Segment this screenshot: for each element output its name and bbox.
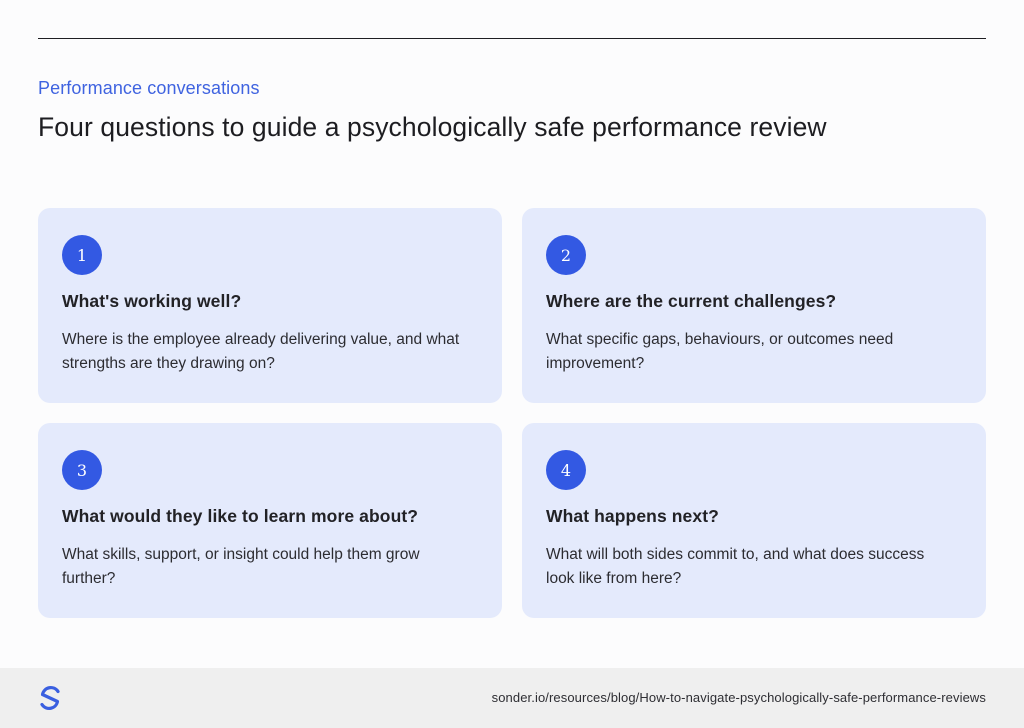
sonder-logo-icon[interactable]: [37, 685, 63, 711]
question-card-4: [522, 423, 986, 618]
question-title: Where are the current challenges?: [546, 291, 837, 311]
question-description: Where is the employee already delivering value, and what strengths are they drawing on?: [62, 331, 460, 372]
number-badge: 2: [546, 235, 586, 275]
question-card-3: [38, 423, 502, 618]
question-card-2: [522, 208, 986, 403]
question-card-1: [38, 208, 502, 403]
number-badge: 4: [546, 450, 586, 490]
question-title: What's working well?: [62, 291, 242, 311]
page-title: Four questions to guide a psychologically safe performance review: [38, 112, 827, 142]
question-description: What skills, support, or insight could help them grow further?: [62, 546, 420, 587]
question-description: What will both sides commit to, and what does success look like from here?: [546, 546, 925, 587]
page-footer: [0, 668, 1024, 728]
question-description: What specific gaps, behaviours, or outcomes need improvement?: [546, 331, 894, 372]
top-divider: [38, 38, 986, 39]
number-badge: 1: [62, 235, 102, 275]
source-url-link[interactable]: sonder.io/resources/blog/How-to-navigate-psychologically-safe-performance-reviews: [491, 690, 986, 705]
question-title: What would they like to learn more about?: [62, 506, 419, 526]
section-eyebrow: Performance conversations: [38, 78, 260, 98]
number-badge: 3: [62, 450, 102, 490]
question-title: What happens next?: [546, 506, 719, 526]
